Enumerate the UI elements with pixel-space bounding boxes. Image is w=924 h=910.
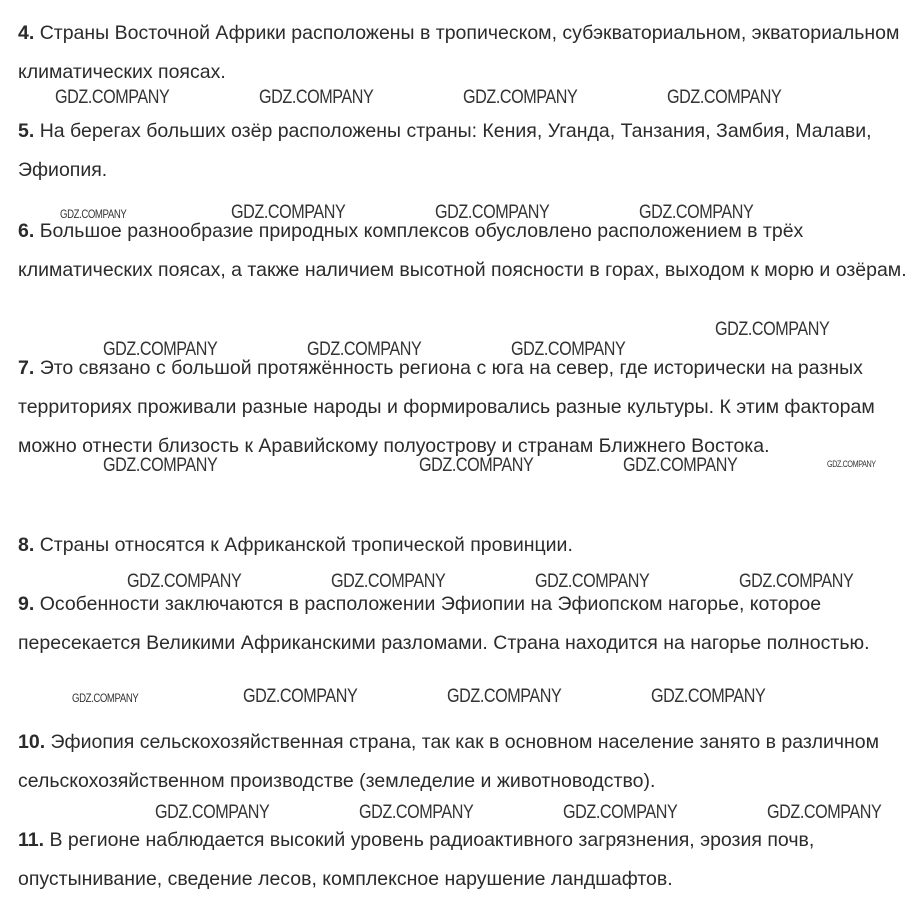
watermark: GDZ.COMPANY [563,802,678,823]
watermark: GDZ.COMPANY [103,339,218,360]
answer-text: Эфиопия сельскохозяйственная страна, так как в основном население занято в различном сельскохозяйственном производстве (земледелие и животноводство). [18,731,880,792]
answer-4 [18,14,914,92]
answer-number: 4. [18,22,35,44]
watermark: GDZ.COMPANY [359,802,474,823]
watermark: GDZ.COMPANY [639,202,754,223]
answer-5 [18,112,914,190]
answer-number: 9. [18,593,35,615]
answer-11 [18,821,914,899]
watermark: GDZ.COMPANY [60,207,127,221]
watermark: GDZ.COMPANY [127,571,242,592]
answer-text: На берегах больших озёр расположены страны: Кения, Уганда, Танзания, Замбия, Малави, Эфиопия. [18,120,872,181]
answer-number: 7. [18,357,35,379]
answer-8 [18,526,914,565]
answer-7 [18,349,914,466]
watermark: GDZ.COMPANY [259,87,374,108]
answer-number: 11. [18,829,45,851]
answer-text: Страны относятся к Африканской тропической провинции. [39,534,573,556]
answer-number: 6. [18,220,35,242]
watermark: GDZ.COMPANY [231,202,346,223]
answer-text: Особенности заключаются в расположении Эфиопии на Эфиопском нагорье, которое пересекается Великими Африканскими разломами. Страна находится на нагорье полностью. [18,593,870,654]
answer-text: В регионе наблюдается высокий уровень радиоактивного загрязнения, эрозия почв, опустынивание, сведение лесов, комплексное нарушение ландшафтов. [18,829,815,890]
answer-10 [18,723,914,801]
answer-number: 5. [18,120,35,142]
watermark: GDZ.COMPANY [331,571,446,592]
watermark: GDZ.COMPANY [715,319,830,340]
answer-9 [18,585,914,663]
watermark: GDZ.COMPANY [419,455,534,476]
watermark: GDZ.COMPANY [511,339,626,360]
watermark: GDZ.COMPANY [103,455,218,476]
watermark: GDZ.COMPANY [827,459,876,469]
answer-number: 10. [18,731,46,753]
watermark: GDZ.COMPANY [447,686,562,707]
watermark: GDZ.COMPANY [55,87,170,108]
answer-text: Это связано с большой протяжённость региона с юга на север, где исторически на разных территориях проживали разные народы и формировались разные культуры. К этим факторам можно отнести близость к Аравийскому полуострову и странам Ближнего Востока. [18,357,875,457]
watermark: GDZ.COMPANY [739,571,854,592]
answer-text: Страны Восточной Африки расположены в тропическом, субэкваториальном, экваториальном климатических поясах. [18,22,900,83]
watermark: GDZ.COMPANY [435,202,550,223]
watermark: GDZ.COMPANY [155,802,270,823]
watermark: GDZ.COMPANY [651,686,766,707]
watermark: GDZ.COMPANY [667,87,782,108]
watermark: GDZ.COMPANY [243,686,358,707]
watermark: GDZ.COMPANY [767,802,882,823]
answer-6 [18,212,914,290]
watermark: GDZ.COMPANY [535,571,650,592]
watermark: GDZ.COMPANY [307,339,422,360]
watermark: GDZ.COMPANY [72,691,139,705]
watermark: GDZ.COMPANY [623,455,738,476]
watermark: GDZ.COMPANY [463,87,578,108]
answer-number: 8. [18,534,35,556]
answer-text: Большое разнообразие природных комплексов обусловлено расположением в трёх климатических поясах, а также наличием высотной поясности в горах, выходом к морю и озёрам. [18,220,907,281]
